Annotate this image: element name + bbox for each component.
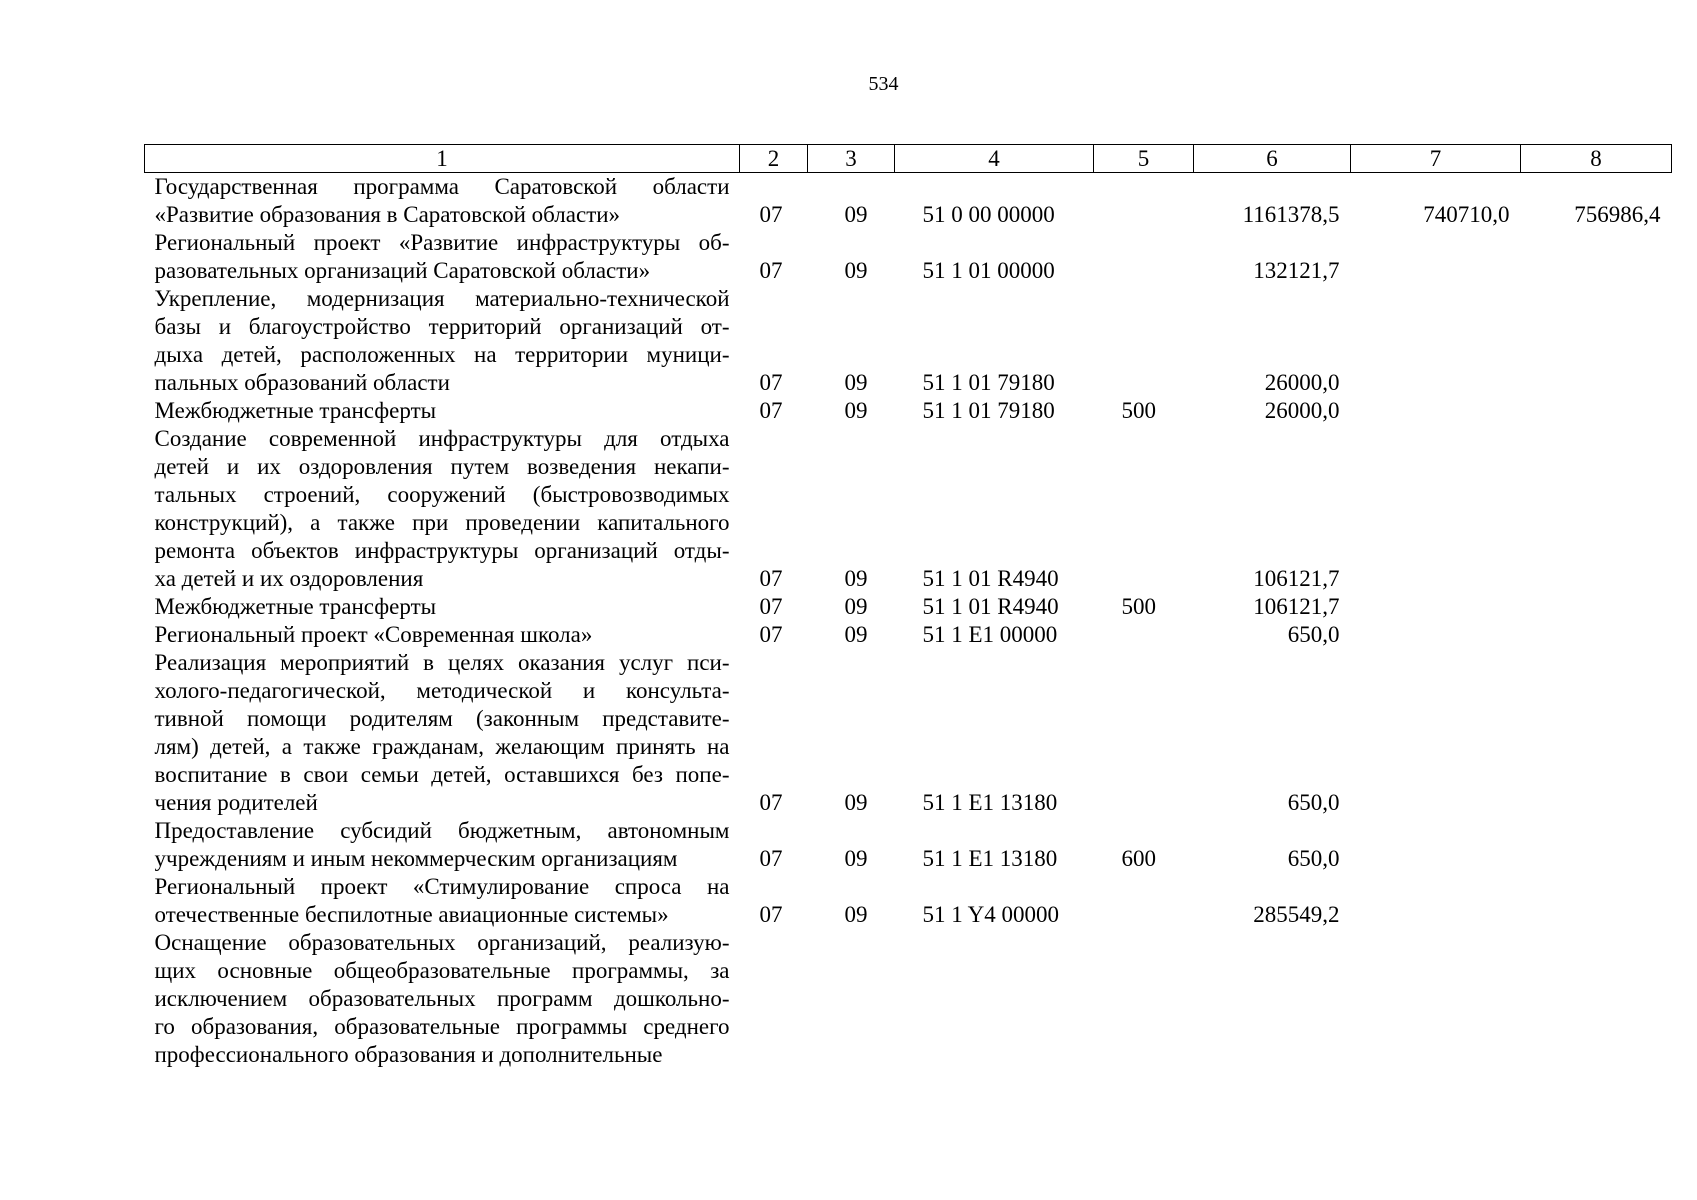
description-line: лям) детей, а также гражданам, желающим принять на [154,734,730,759]
subsection-code: 09 [844,566,868,591]
subsection-code: 09 [844,790,868,815]
description-line: Создание современной инфраструктуры для отдыха [154,426,730,451]
table-row [145,649,1672,817]
section-code: 07 [759,566,783,591]
target-article-code: 51 1 E1 00000 [922,622,1058,647]
amount-year-2 [1351,397,1521,425]
target-article-code: 51 1 01 79180 [922,398,1055,423]
expense-type-code [1094,929,1194,1069]
subsection-code: 09 [844,202,868,227]
section-code: 07 [759,790,783,815]
description-line: «Развитие образования в Саратовской области» [154,202,621,227]
target-article-code: 51 0 00 00000 [922,202,1055,227]
row-description [145,873,740,929]
amount-year-2 [1351,929,1521,1069]
description-line: разовательных организаций Саратовской области» [154,258,651,283]
subsection-code: 09 [844,258,868,283]
amount-year-3 [1521,873,1672,929]
section-code: 07 [759,622,783,647]
amount-year-3 [1521,649,1672,817]
amount-year-2 [1351,649,1521,817]
target-article-code: 51 1 01 R4940 [922,594,1059,619]
row-description [145,229,740,285]
description-line: Межбюджетные трансферты [154,398,437,423]
description-line: Оснащение образовательных организаций, реализую- [154,930,730,955]
amount-year-3 [1521,285,1672,397]
section-code: 07 [759,202,783,227]
description-line: ремонта объектов инфраструктуры организаций отды- [154,538,730,563]
table-body [145,173,1672,1070]
row-description [145,929,740,1069]
section-code: 07 [759,594,783,619]
subsection-code: 09 [844,398,868,423]
column-header-7: 7 [1351,145,1521,173]
section-code: 07 [759,370,783,395]
amount-year-3 [1521,593,1672,621]
target-article-code: 51 1 01 79180 [922,370,1055,395]
description-line: исключением образовательных программ дошкольно- [154,986,730,1011]
description-line: Региональный проект «Развитие инфраструктуры об- [154,230,730,255]
table-row [145,173,1672,230]
column-header-1: 1 [145,145,740,173]
target-article-code [895,929,1094,1069]
row-description [145,173,740,230]
section-code: 07 [759,398,783,423]
section-code: 07 [759,846,783,871]
target-article-code: 51 1 E1 13180 [922,846,1058,871]
row-description [145,593,740,621]
description-line: пальных образований области [154,370,450,395]
description-line: Государственная программа Саратовской области [154,174,730,199]
amount-year-2: 740710,0 [1423,202,1510,227]
amount-year-1: 132121,7 [1253,258,1340,283]
target-article-code: 51 1 E1 13180 [922,790,1058,815]
row-description [145,285,740,397]
table-row [145,397,1672,425]
description-line: ха детей и их оздоровления [154,566,424,591]
amount-year-1: 26000,0 [1264,398,1340,423]
table-row [145,817,1672,873]
target-article-code: 51 1 01 R4940 [922,566,1059,591]
amount-year-3 [1521,817,1672,873]
expense-type-code [1094,873,1194,929]
section-code: 07 [759,902,783,927]
column-header-8: 8 [1521,145,1672,173]
amount-year-2 [1351,873,1521,929]
amount-year-1: 650,0 [1287,790,1340,815]
expense-type-code: 600 [1121,846,1156,871]
description-line: чения родителей [154,790,318,815]
amount-year-3 [1521,425,1672,593]
expense-type-code [1094,425,1194,593]
column-header-6: 6 [1194,145,1351,173]
row-description [145,817,740,873]
column-header-2: 2 [740,145,808,173]
description-line: щих основные общеобразовательные программы, за [154,958,730,983]
description-line: детей и их оздоровления путем возведения некапи- [154,454,730,479]
table-row [145,229,1672,285]
expense-type-code: 500 [1121,594,1156,619]
row-description [145,621,740,649]
row-description [145,425,740,593]
table-row [145,425,1672,593]
description-line: Региональный проект «Современная школа» [154,622,593,647]
subsection-code: 09 [844,370,868,395]
budget-table [144,144,1672,1069]
amount-year-1: 650,0 [1287,846,1340,871]
expense-type-code [1094,229,1194,285]
description-line: конструкций), а также при проведении капитального [154,510,730,535]
section-code: 07 [759,258,783,283]
amount-year-3 [1521,229,1672,285]
section-code [740,929,808,1069]
amount-year-1 [1194,929,1351,1069]
amount-year-2 [1351,593,1521,621]
description-line: тальных строений, сооружений (быстровозводимых [154,482,730,507]
row-description [145,397,740,425]
description-line: профессионального образования и дополнительные [154,1042,663,1067]
description-line: отечественные беспилотные авиационные системы» [154,902,669,927]
amount-year-2 [1351,425,1521,593]
target-article-code: 51 1 Y4 00000 [922,902,1060,927]
amount-year-3 [1521,621,1672,649]
description-line: Региональный проект «Стимулирование спроса на [154,874,730,899]
description-line: учреждениям и иным некоммерческим организациям [154,846,678,871]
amount-year-3 [1521,397,1672,425]
subsection-code: 09 [844,902,868,927]
description-line: дыха детей, расположенных на территории муници- [154,342,730,367]
page-number: 534 [868,73,899,95]
amount-year-2 [1351,229,1521,285]
description-line: холого-педагогической, методической и консульта- [154,678,730,703]
expense-type-code [1094,285,1194,397]
description-line: Укрепление, модернизация материально-технической [154,286,730,311]
amount-year-2 [1351,621,1521,649]
amount-year-2 [1351,817,1521,873]
amount-year-1: 650,0 [1287,622,1340,647]
amount-year-1: 285549,2 [1253,902,1340,927]
description-line: тивной помощи родителям (законным представите- [154,706,730,731]
expense-type-code [1094,621,1194,649]
description-line: Реализация мероприятий в целях оказания услуг пси- [154,650,730,675]
expense-type-code [1094,173,1194,230]
amount-year-1: 106121,7 [1253,594,1340,619]
amount-year-3: 756986,4 [1574,202,1661,227]
expense-type-code: 500 [1121,398,1156,423]
description-line: Предоставление субсидий бюджетным, автономным [154,818,730,843]
column-number-row [145,145,1672,173]
description-line: го образования, образовательные программы среднего [154,1014,730,1039]
target-article-code: 51 1 01 00000 [922,258,1055,283]
subsection-code [808,929,895,1069]
amount-year-1: 1161378,5 [1242,202,1340,227]
table-row [145,621,1672,649]
expense-type-code [1094,649,1194,817]
column-header-4: 4 [895,145,1094,173]
table-row [145,285,1672,397]
amount-year-2 [1351,285,1521,397]
description-line: воспитание в свои семьи детей, оставшихся без попе- [154,762,730,787]
table-row [145,873,1672,929]
amount-year-1: 26000,0 [1264,370,1340,395]
subsection-code: 09 [844,594,868,619]
amount-year-3 [1521,929,1672,1069]
amount-year-1: 106121,7 [1253,566,1340,591]
description-line: базы и благоустройство территорий организаций от- [154,314,730,339]
table-row [145,929,1672,1069]
subsection-code: 09 [844,846,868,871]
row-description [145,649,740,817]
column-header-3: 3 [808,145,895,173]
table-row [145,593,1672,621]
subsection-code: 09 [844,622,868,647]
description-line: Межбюджетные трансферты [154,594,437,619]
column-header-5: 5 [1094,145,1194,173]
